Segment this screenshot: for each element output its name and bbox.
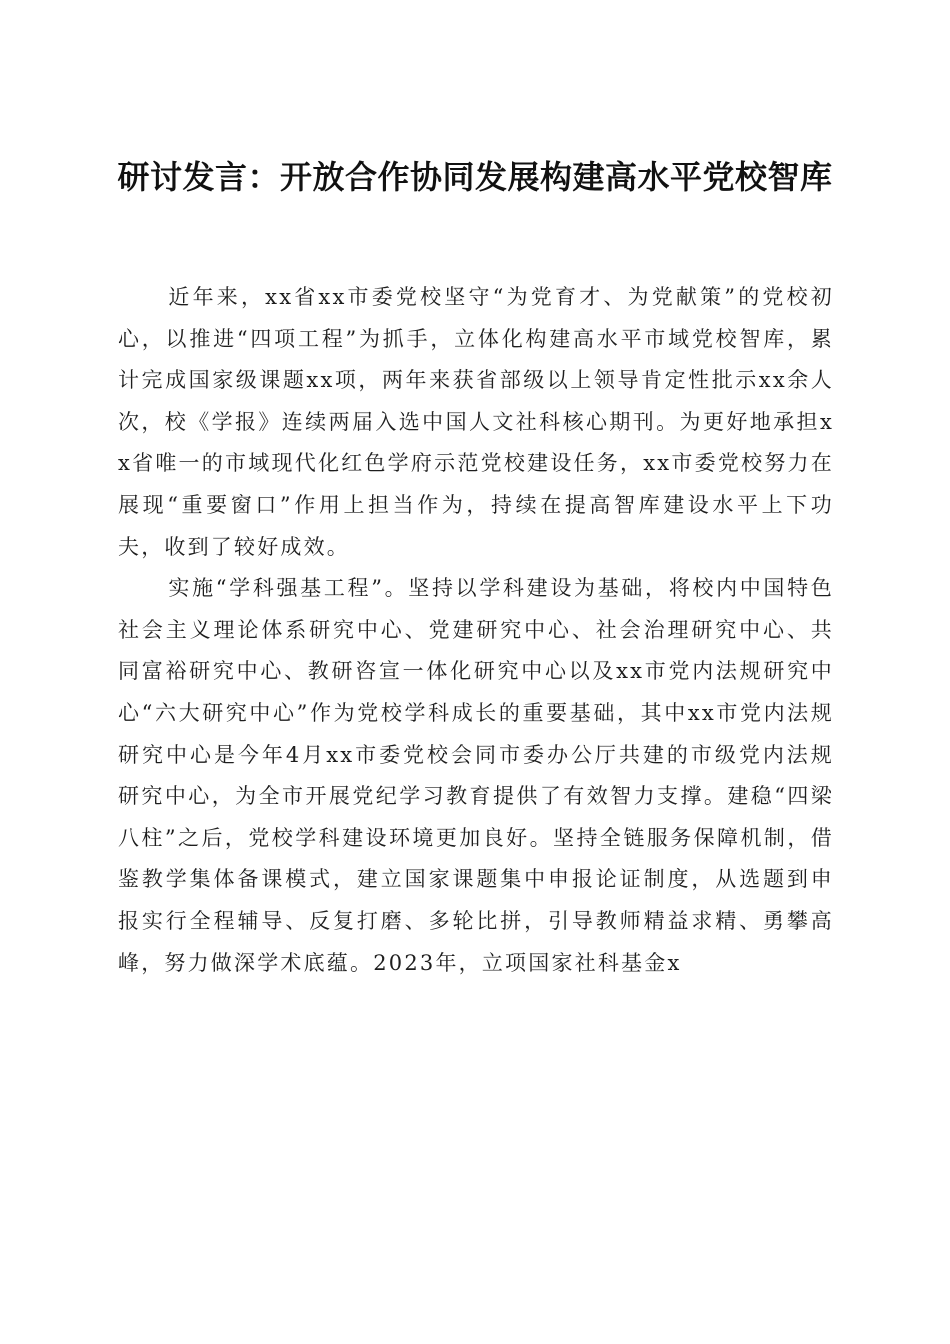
document-body [118,277,834,984]
paragraph-discipline-project: 实施“学科强基工程”。坚持以学科建设为基础，将校内中国特色社会主义理论体系研究中心、党建研究中心、社会治理研究中心、共同富裕研究中心、教研咨宣一体化研究中心以及xx市党内法规研究中心“六大研究中心”作为党校学科成长的重要基础，其中xx市党内法规研究中心是今年4月xx市委党校会同市委办公厅共建的市级党内法规研究中心，为全市开展党纪学习教育提供了有效智力支撑。建稳“四梁八柱”之后，党校学科建设环境更加良好。坚持全链服务保障机制，借鉴教学集体备课模式，建立国家课题集中申报论证制度，从选题到申报实行全程辅导、反复打磨、多轮比拼，引导教师精益求精、勇攀高峰，努力做深学术底蕴。2023年，立项国家社科基金x [118,576,834,975]
document-title: 研讨发言：开放合作协同发展构建高水平党校智库 [117,158,833,197]
paragraph-intro: 近年来，xx省xx市委党校坚守“为党育才、为党献策”的党校初心，以推进“四项工程”为抓手，立体化构建高水平市域党校智库，累计完成国家级课题xx项，两年来获省部级以上领导肯定性批示xx余人次，校《学报》连续两届入选中国人文社科核心期刊。为更好地承担xx省唯一的市域现代化红色学府示范党校建设任务，xx市委党校努力在展现“重要窗口”作用上担当作为，持续在提高智库建设水平上下功夫，收到了较好成效。 [118,285,834,559]
